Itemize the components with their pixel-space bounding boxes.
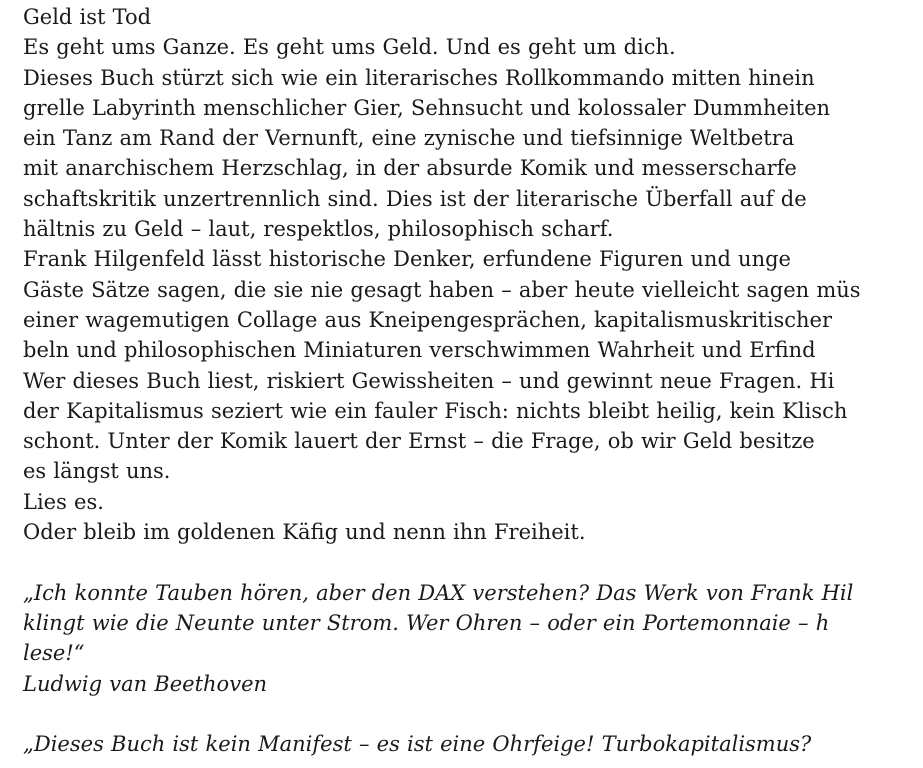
body-line: Lies es. bbox=[23, 489, 104, 514]
quote-line: lese!“ bbox=[23, 641, 85, 666]
body-line: schaftskritik unzertrennlich sind. Dies ist der literarische Überfall auf de bbox=[23, 186, 807, 211]
body-line: es längst uns. bbox=[23, 459, 171, 484]
quote-manifest bbox=[23, 729, 923, 759]
quote-beethoven bbox=[23, 578, 923, 699]
body-line: schont. Unter der Komik lauert der Ernst – die Frage, ob wir Geld besitze bbox=[23, 429, 815, 454]
quote-attribution: Ludwig van Beethoven bbox=[23, 671, 268, 696]
quote-line: „Ich konnte Tauben hören, aber den DAX verstehen? Das Werk von Frank Hil bbox=[23, 580, 854, 605]
body-line: Dieses Buch stürzt sich wie ein literarisches Rollkommando mitten hinein bbox=[23, 65, 815, 90]
body-line: grelle Labyrinth menschlicher Gier, Sehnsucht und kolossaler Dummheiten bbox=[23, 95, 831, 120]
body-line: Frank Hilgenfeld lässt historische Denker, erfundene Figuren und unge bbox=[23, 247, 791, 272]
document-title: Geld ist Tod bbox=[23, 5, 152, 29]
body-line: ein Tanz am Rand der Vernunft, eine zynische und tiefsinnige Weltbetra bbox=[23, 126, 795, 151]
body-line: beln und philosophischen Miniaturen verschwimmen Wahrheit und Erfind bbox=[23, 338, 816, 363]
quote-line: klingt wie die Neunte unter Strom. Wer Ohren – oder ein Portemonnaie – h bbox=[23, 610, 830, 635]
paragraph-gap bbox=[23, 547, 923, 577]
body-line: hältnis zu Geld – laut, respektlos, philosophisch scharf. bbox=[23, 217, 614, 242]
body-line: Gäste Sätze sagen, die sie nie gesagt haben – aber heute vielleicht sagen müs bbox=[23, 277, 861, 302]
body-line: der Kapitalismus seziert wie ein fauler Fisch: nichts bleibt heilig, kein Klisch bbox=[23, 398, 848, 423]
document-body bbox=[23, 2, 923, 759]
body-line: Es geht ums Ganze. Es geht ums Geld. Und es geht um dich. bbox=[23, 35, 676, 60]
quote-line: „Dieses Buch ist kein Manifest – es ist eine Ohrfeige! Turbokapitalismus? bbox=[23, 732, 812, 757]
body-line: Oder bleib im goldenen Käfig und nenn ihn Freiheit. bbox=[23, 520, 586, 545]
body-line: einer wagemutigen Collage aus Kneipengesprächen, kapitalismuskritischer bbox=[23, 307, 832, 332]
body-line: mit anarchischem Herzschlag, in der absurde Komik und messerscharfe bbox=[23, 156, 797, 181]
paragraph-gap bbox=[23, 699, 923, 729]
body-line: Wer dieses Buch liest, riskiert Gewissheiten – und gewinnt neue Fragen. Hi bbox=[23, 368, 835, 393]
